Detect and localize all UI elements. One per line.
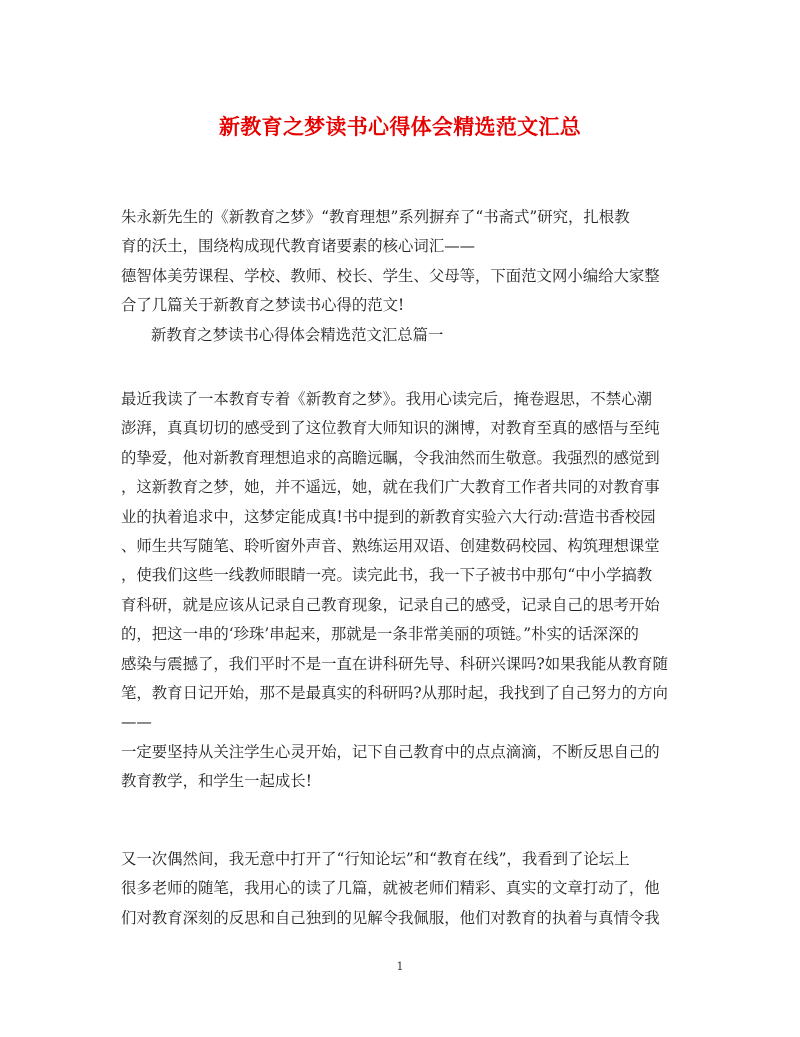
text-line: 育科研，就是应该从记录自己教育现象，记录自己的感受，记录自己的思考开始 bbox=[121, 595, 660, 614]
text-line: ，使我们这些一线教师眼睛一亮。读完此书，我一下子被书中那句“中小学搞教 bbox=[121, 566, 653, 585]
text-line: 最近我读了一本教育专着《新教育之梦》。我用心读完后，掩卷遐思，不禁心潮 bbox=[121, 390, 652, 408]
text-line: 朱永新先生的《新教育之梦》“教育理想”系列摒弃了“书斋式”研究，扎根教 bbox=[121, 208, 630, 226]
document-title: 新教育之梦读书心得体会精选范文汇总 bbox=[218, 114, 582, 139]
text-line: 很多老师的随笔，我用心的读了几篇，就被老师们精彩、真实的文章打动了，他 bbox=[121, 879, 660, 898]
text-line: 的挚爱，他对新教育理想追求的高瞻远瞩，令我油然而生敬意。我强烈的感觉到 bbox=[121, 448, 660, 467]
text-line: 笔，教育日记开始，那不是最真实的科研吗?从那时起，我找到了自己努力的方向 bbox=[121, 684, 668, 703]
paragraph-two bbox=[121, 845, 681, 933]
text-line: 、师生共写随笔、聆听窗外声音、熟练运用双语、创建数码校园、构筑理想课堂 bbox=[121, 537, 660, 556]
paragraph-one bbox=[121, 385, 681, 797]
text-line: 一定要坚持从关注学生心灵开始，记下自己教育中的点点滴滴，不断反思自己的 bbox=[121, 742, 660, 761]
text-line: 教育教学，和学生一起成长! bbox=[121, 772, 312, 791]
text-line: 又一次偶然间，我无意中打开了“行知论坛”和“教育在线”，我看到了论坛上 bbox=[121, 850, 630, 868]
section-heading: 新教育之梦读书心得体会精选范文汇总篇一 bbox=[151, 325, 444, 344]
text-line: —— bbox=[121, 713, 152, 732]
text-line: ，这新教育之梦，她，并不遥远，她，就在我们广大教育工作者共同的对教育事 bbox=[121, 478, 660, 497]
text-line: 育的沃土，围绕构成现代教育诸要素的核心词汇—— bbox=[121, 237, 475, 256]
text-line: 澎湃，真真切切的感受到了这位教育大师知识的渊博，对教育至真的感悟与至纯 bbox=[121, 419, 660, 438]
text-line: 德智体美劳课程、学校、教师、校长、学生、父母等，下面范文网小编给大家整 bbox=[121, 266, 660, 285]
text-line: 感染与震撼了，我们平时不是一直在讲科研先导、科研兴课吗?如果我能从教育随 bbox=[121, 654, 668, 673]
intro-paragraph bbox=[121, 203, 681, 350]
text-line: 业的执着追求中，这梦定能成真!书中提到的新教育实验六大行动:营造书香校园 bbox=[121, 507, 656, 526]
text-line: 的，把这一串的‘珍珠’串起来，那就是一条非常美丽的项链。”朴实的话深深的 bbox=[121, 625, 639, 644]
text-line: 合了几篇关于新教育之梦读书心得的范文! bbox=[121, 296, 405, 315]
text-line: 们对教育深刻的反思和自己独到的见解令我佩服，他们对教育的执着与真情令我 bbox=[121, 908, 660, 927]
page-number: 1 bbox=[396, 960, 404, 973]
